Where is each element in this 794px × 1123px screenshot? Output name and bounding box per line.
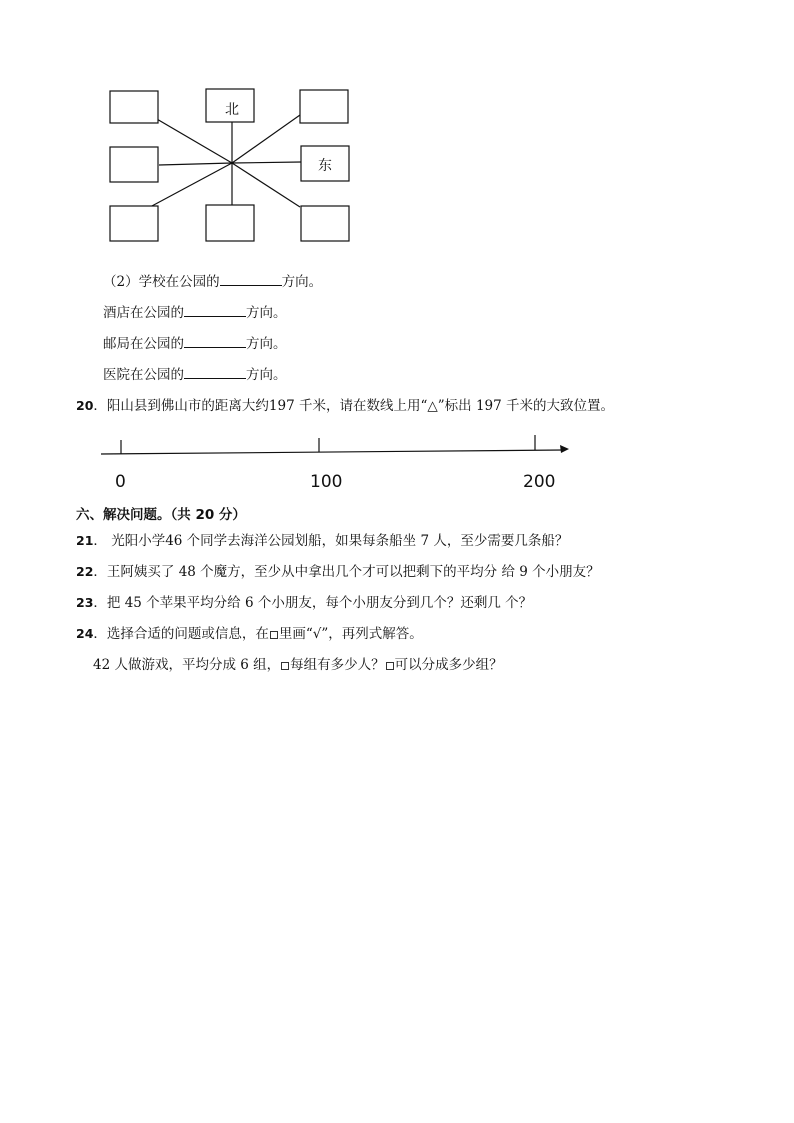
checkbox-per-group[interactable] xyxy=(281,662,289,670)
q24-text: 24．选择合适的问题或信息，在 里画“√”，再列式解答。 xyxy=(76,626,423,642)
answer-blank-hotel[interactable] xyxy=(184,302,246,317)
number-line-arrow xyxy=(560,445,569,453)
line-southwest xyxy=(150,163,232,207)
q19-line-post-office: 邮局在公园的 方向。 xyxy=(103,333,287,353)
east-label: 东 xyxy=(318,158,332,174)
tick-label-100: 100 xyxy=(310,472,343,492)
q21-text: 21． 光阳小学46 个同学去海洋公园划船，如果每条船坐 7 人，至少需要几条船？ xyxy=(76,533,569,549)
line-east xyxy=(232,162,301,163)
q22-text: 22．王阿姨买了 48 个魔方，至少从中拿出几个才可以把剩下的平均分 给 9 个小朋友？ xyxy=(76,564,600,580)
tick-label-200: 200 xyxy=(523,472,556,492)
q19-line-hotel: 酒店在公园的 方向。 xyxy=(103,302,287,322)
number-line[interactable] xyxy=(95,430,575,462)
answer-blank-post-office[interactable] xyxy=(184,333,246,348)
q19-line-school: （2）学校在公园的 方向。 xyxy=(103,271,322,291)
line-west xyxy=(159,163,232,165)
checkbox-icon xyxy=(270,631,278,639)
q19-line-hospital: 医院在公园的 方向。 xyxy=(103,364,287,384)
tick-label-0: 0 xyxy=(115,472,126,492)
q23-text: 23．把 45 个苹果平均分给 6 个小朋友，每个小朋友分到几个？还剩几 个？ xyxy=(76,595,533,611)
q20-text: 20．阳山县到佛山市的距离大约197 千米，请在数线上用“△”标出 197 千米的大致位置。 xyxy=(76,398,614,414)
box-southeast xyxy=(301,206,349,241)
box-northwest xyxy=(110,91,158,123)
box-west xyxy=(110,147,158,182)
box-southwest xyxy=(110,206,158,241)
checkbox-group-count[interactable] xyxy=(386,662,394,670)
box-northeast xyxy=(300,90,348,123)
line-southeast xyxy=(232,163,300,207)
answer-blank-hospital[interactable] xyxy=(184,364,246,379)
q24-options: 42 人做游戏，平均分成 6 组， 每组有多少人？ 可以分成多少组？ xyxy=(93,657,503,673)
answer-blank-school[interactable] xyxy=(220,271,282,286)
north-label: 北 xyxy=(225,102,239,118)
box-south xyxy=(206,205,254,241)
section-six-title: 六、解决问题。（共 20 分） xyxy=(76,507,246,523)
